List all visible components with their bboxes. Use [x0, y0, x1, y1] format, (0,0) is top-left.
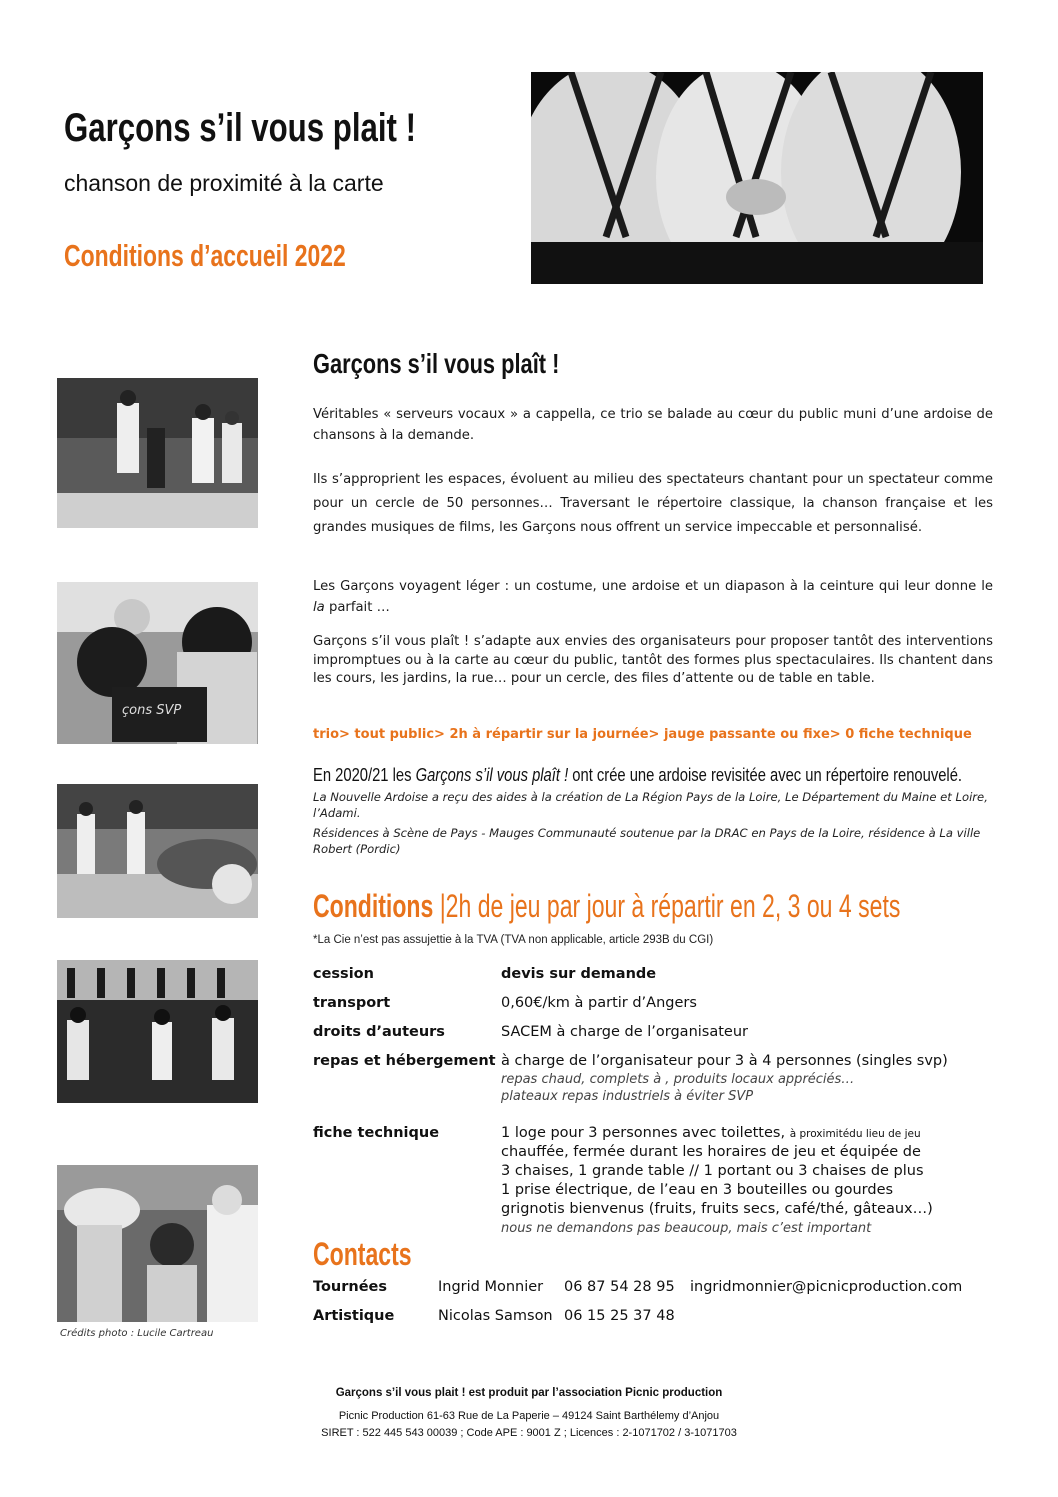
document-title: Garçons s’il vous plait ! [64, 106, 416, 150]
contact-label-tournees: Tournées [313, 1279, 388, 1295]
performance-photo-1 [57, 378, 258, 528]
performance-photo-3 [57, 784, 258, 918]
condition-value-fiche-3: 3 chaises, 1 grande table // 1 portant ou 3 chaises de plus [501, 1163, 924, 1179]
condition-value-repas: à charge de l’organisateur pour 3 à 4 personnes (singles svp) [501, 1053, 948, 1069]
condition-value-droits: SACEM à charge de l’organisateur [501, 1024, 748, 1040]
condition-label-fiche: fiche technique [313, 1125, 440, 1141]
ardoise-line: En 2020/21 les Garçons s’il vous plaît ! ont crée une ardoise revisitée avec un répertoire renouvelé. [313, 765, 963, 785]
contact-email-tournees[interactable]: ingridmonnier@picnicproduction.com [690, 1279, 963, 1295]
contact-name-tournees: Ingrid Monnier [438, 1279, 544, 1295]
condition-value-fiche-2: chauffée, fermée durant les horaires de jeu et équipée de [501, 1144, 921, 1160]
condition-label-droits: droits d’auteurs [313, 1024, 445, 1040]
performance-photo-5 [57, 1165, 258, 1322]
condition-value-fiche-4: 1 prise électrique, de l’eau en 3 bouteilles ou gourdes [501, 1182, 894, 1198]
svg-text:çons SVP: çons SVP [122, 703, 182, 718]
condition-value-transport: 0,60€/km à partir d’Angers [501, 995, 697, 1011]
presentation-title: Garçons s’il vous plaît ! [313, 348, 560, 379]
footer-legal: SIRET : 522 445 543 00039 ; Code APE : 9001 Z ; Licences : 2-1071702 / 3-1071703 [321, 1427, 737, 1439]
condition-sub-fiche: nous ne demandons pas beaucoup, mais c’est important [501, 1221, 872, 1236]
photo-credit: Crédits photo : Lucile Cartreau [60, 1328, 214, 1339]
condition-sub-repas-2: plateaux repas industriels à éviter SVP [501, 1089, 754, 1104]
condition-value-cession: devis sur demande [501, 966, 657, 982]
condition-label-transport: transport [313, 995, 391, 1011]
contact-name-artistique: Nicolas Samson [438, 1308, 553, 1324]
contact-phone-tournees[interactable]: 06 87 54 28 95 [564, 1279, 675, 1295]
residency-note: Résidences à Scène de Pays - Mauges Communauté soutenue par la DRAC en Pays de la Loire, résidence à La ville Robert (Pordic) [313, 826, 981, 856]
contacts-heading: Contacts [313, 1236, 412, 1272]
footer-producer: Garçons s’il vous plait ! est produit par l’association Picnic production [335, 1387, 723, 1399]
tva-note: *La Cie n’est pas assujettie à la TVA (TVA non applicable, article 293B du CGI) [313, 934, 714, 946]
contact-label-artistique: Artistique [313, 1308, 395, 1324]
header-photo [531, 72, 983, 284]
condition-sub-repas-1: repas chaud, complets à , produits locaux appréciés… [501, 1072, 855, 1087]
performance-photo-4 [57, 960, 258, 1103]
funding-note: La Nouvelle Ardoise a reçu des aides à la création de La Région Pays de la Loire, Le Département du Maine et Loire, l’Adami. [313, 790, 988, 820]
conditions-title: Conditions d’accueil 2022 [64, 238, 346, 273]
spaces-paragraph: Ils s’approprient les espaces, évoluent au milieu des spectateurs chantant pour un spectateur comme pour un cercle de 50 personnes… Traversant le répertoire classique, la chanson française et les grandes musiques de films, les Garçons nous offrent un service impeccable et personnalisé. [313, 472, 993, 535]
document-subtitle: chanson de proximité à la carte [64, 170, 384, 196]
footer-address: Picnic Production 61-63 Rue de La Paperie – 49124 Saint Barthélemy d’Anjou [338, 1410, 720, 1422]
condition-value-fiche-1: 1 loge pour 3 personnes avec toilettes, à proximitédu lieu de jeu [501, 1125, 921, 1141]
travel-paragraph: Les Garçons voyagent léger : un costume, une ardoise et un diapason à la ceinture qui leur donne le la parfait … [313, 579, 993, 615]
condition-label-cession: cession [313, 966, 374, 982]
condition-label-repas: repas et hébergement [313, 1053, 496, 1069]
show-tagline: trio> tout public> 2h à répartir sur la journée> jauge passante ou fixe> 0 fiche technique [313, 727, 972, 742]
conditions-heading: Conditions |2h de jeu par jour à répartir en 2, 3 ou 4 sets [313, 888, 901, 924]
contact-phone-artistique[interactable]: 06 15 25 37 48 [564, 1308, 675, 1324]
performance-photo-2 [57, 582, 258, 744]
intro-paragraph: Véritables « serveurs vocaux » a cappella, ce trio se balade au cœur du public muni d’une ardoise de chansons à la demande. [313, 407, 993, 443]
condition-value-fiche-5: grignotis bienvenus (fruits, fruits secs, café/thé, gâteaux…) [501, 1201, 933, 1217]
adapt-paragraph: Garçons s’il vous plaît ! s’adapte aux envies des organisateurs pour proposer tantôt des interventions impromptues ou à la carte au cœur du public, tantôt des formes plus spectaculaires. Ils chantent dans les cours, les jardins, la rue… pour un cercle, des files d’attente ou de table en table. [313, 634, 993, 686]
